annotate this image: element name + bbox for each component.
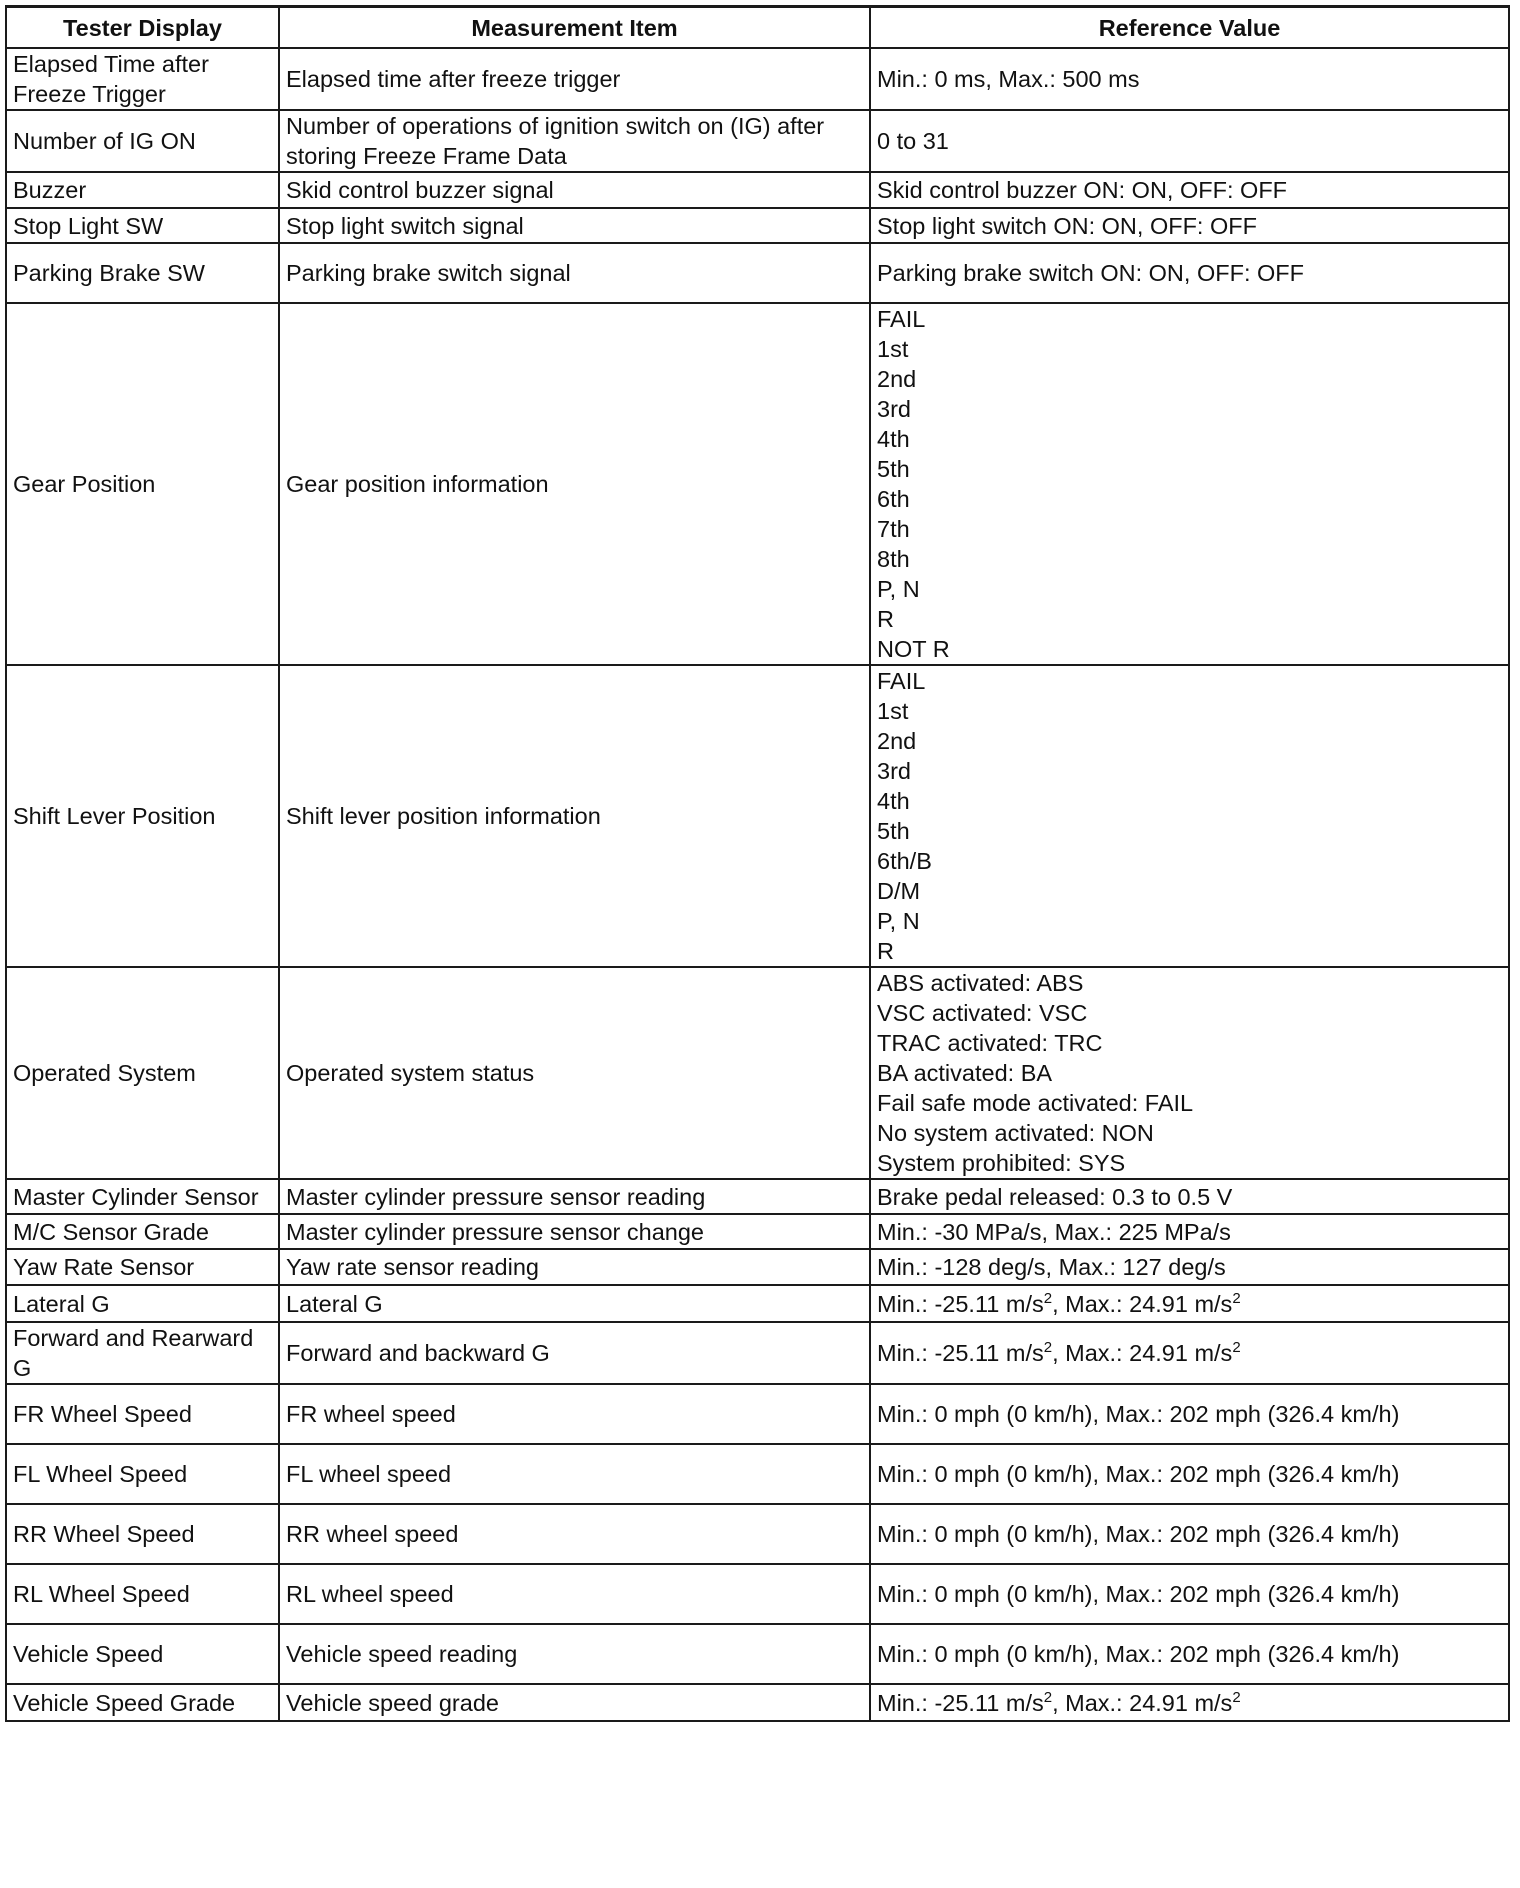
measurement-item-cell: Master cylinder pressure sensor reading xyxy=(279,1179,870,1214)
reference-value-cell: 0 to 31 xyxy=(870,110,1509,172)
table-row xyxy=(6,1444,1509,1504)
measurement-item-cell: Number of operations of ignition switch on (IG) after storing Freeze Frame Data xyxy=(279,110,870,172)
ref-min-exponent: 2 xyxy=(1043,1289,1053,1307)
measurement-item-cell: Yaw rate sensor reading xyxy=(279,1249,870,1285)
table-row xyxy=(6,1504,1509,1564)
measurement-item-cell: FR wheel speed xyxy=(279,1384,870,1444)
reference-value-cell: Min.: 0 mph (0 km/h), Max.: 202 mph (326.4 km/h) xyxy=(870,1444,1509,1504)
ref-max-exponent: 2 xyxy=(1232,1289,1241,1307)
ref-max-text: , Max.: 24.91 m/s xyxy=(1052,1340,1233,1366)
reference-value-cell: Brake pedal released: 0.3 to 0.5 V xyxy=(870,1179,1509,1214)
reference-value-cell: Min.: 0 mph (0 km/h), Max.: 202 mph (326.4 km/h) xyxy=(870,1624,1509,1684)
ref-min-text: Min.: -25.11 m/s xyxy=(877,1290,1044,1317)
reference-value-cell: Min.: 0 mph (0 km/h), Max.: 202 mph (326.4 km/h) xyxy=(870,1564,1509,1624)
reference-value-cell xyxy=(870,967,1509,1179)
reference-value-cell xyxy=(870,303,1509,665)
tester-display-cell: FR Wheel Speed xyxy=(6,1384,279,1444)
tester-display-cell: RR Wheel Speed xyxy=(6,1504,279,1564)
measurement-item-cell: FL wheel speed xyxy=(279,1444,870,1504)
measurement-item-cell: Master cylinder pressure sensor change xyxy=(279,1214,870,1249)
header-reference-value: Reference Value xyxy=(870,7,1509,49)
measurement-item-cell: RR wheel speed xyxy=(279,1504,870,1564)
measurement-item-cell: Forward and backward G xyxy=(279,1322,870,1384)
reference-value-cell xyxy=(870,1285,1509,1322)
measurement-item-cell: Vehicle speed grade xyxy=(279,1684,870,1721)
measurement-item-cell: Gear position information xyxy=(279,303,870,665)
reference-value-cell xyxy=(870,1322,1509,1384)
ref-min-text: Min.: -25.11 m/s xyxy=(877,1689,1044,1716)
reference-value-cell: Min.: 0 ms, Max.: 500 ms xyxy=(870,48,1509,110)
header-tester-display: Tester Display xyxy=(6,7,279,49)
header-measurement-item: Measurement Item xyxy=(279,7,870,49)
tester-display-cell: Operated System xyxy=(6,967,279,1179)
table-row xyxy=(6,172,1509,208)
table-row xyxy=(6,1684,1509,1721)
table-row xyxy=(6,967,1509,1179)
measurement-item-cell: Operated system status xyxy=(279,967,870,1179)
tester-display-cell: Elapsed Time after Freeze Trigger xyxy=(6,48,279,110)
reference-value-cell xyxy=(870,665,1509,967)
table-row xyxy=(6,1249,1509,1285)
measurement-item-cell: Skid control buzzer signal xyxy=(279,172,870,208)
measurement-item-cell: Stop light switch signal xyxy=(279,208,870,243)
tester-display-cell: Vehicle Speed xyxy=(6,1624,279,1684)
tester-display-cell: Yaw Rate Sensor xyxy=(6,1249,279,1285)
tester-display-cell: Vehicle Speed Grade xyxy=(6,1684,279,1721)
measurement-item-cell: Elapsed time after freeze trigger xyxy=(279,48,870,110)
table-row xyxy=(6,1285,1509,1322)
tester-display-cell: M/C Sensor Grade xyxy=(6,1214,279,1249)
ref-min-exponent: 2 xyxy=(1043,1688,1053,1706)
ref-min-exponent: 2 xyxy=(1043,1339,1053,1357)
measurement-item-cell: RL wheel speed xyxy=(279,1564,870,1624)
table-row xyxy=(6,48,1509,110)
table-row xyxy=(6,110,1509,172)
table-row xyxy=(6,1214,1509,1249)
table-row xyxy=(6,243,1509,303)
tester-display-cell: Parking Brake SW xyxy=(6,243,279,303)
measurement-item-cell: Parking brake switch signal xyxy=(279,243,870,303)
ref-min-text: Min.: -25.11 m/s xyxy=(877,1340,1044,1366)
ref-max-text: , Max.: 24.91 m/s xyxy=(1052,1689,1233,1716)
table-row xyxy=(6,1564,1509,1624)
reference-value-list: FAIL 1st 2nd 3rd 4th 5th 6th 7th 8th P, N R NOT R xyxy=(877,306,950,662)
reference-value-cell: Skid control buzzer ON: ON, OFF: OFF xyxy=(870,172,1509,208)
tester-display-cell: Lateral G xyxy=(6,1285,279,1322)
measurement-item-cell: Shift lever position information xyxy=(279,665,870,967)
measurement-item-cell: Lateral G xyxy=(279,1285,870,1322)
reference-table xyxy=(5,5,1510,1722)
tester-display-cell: Forward and Rearward G xyxy=(6,1322,279,1384)
tester-display-cell: Gear Position xyxy=(6,303,279,665)
reference-value-list: ABS activated: ABS VSC activated: VSC TRAC activated: TRC BA activated: BA Fail safe mode activated: FAIL No system activated: NON System prohibited: SYS xyxy=(877,970,1194,1176)
measurement-item-cell: Vehicle speed reading xyxy=(279,1624,870,1684)
tester-display-cell: Buzzer xyxy=(6,172,279,208)
table-row xyxy=(6,1322,1509,1384)
tester-display-cell: Shift Lever Position xyxy=(6,665,279,967)
reference-value-cell: Min.: -128 deg/s, Max.: 127 deg/s xyxy=(870,1249,1509,1285)
table-row xyxy=(6,208,1509,243)
tester-display-cell: FL Wheel Speed xyxy=(6,1444,279,1504)
tester-display-cell: Stop Light SW xyxy=(6,208,279,243)
tester-display-cell: RL Wheel Speed xyxy=(6,1564,279,1624)
reference-value-cell: Min.: -30 MPa/s, Max.: 225 MPa/s xyxy=(870,1214,1509,1249)
reference-value-list: FAIL 1st 2nd 3rd 4th 5th 6th/B D/M P, N R xyxy=(877,668,932,964)
table-row xyxy=(6,1179,1509,1214)
header-row xyxy=(6,7,1509,49)
reference-value-cell xyxy=(870,1684,1509,1721)
table-row xyxy=(6,303,1509,665)
table-row xyxy=(6,665,1509,967)
tester-display-cell: Number of IG ON xyxy=(6,110,279,172)
ref-max-exponent: 2 xyxy=(1232,1339,1241,1357)
table-row xyxy=(6,1624,1509,1684)
table-row xyxy=(6,1384,1509,1444)
tester-display-cell: Master Cylinder Sensor xyxy=(6,1179,279,1214)
reference-value-cell: Min.: 0 mph (0 km/h), Max.: 202 mph (326.4 km/h) xyxy=(870,1384,1509,1444)
ref-max-text: , Max.: 24.91 m/s xyxy=(1052,1290,1233,1317)
reference-value-cell: Min.: 0 mph (0 km/h), Max.: 202 mph (326.4 km/h) xyxy=(870,1504,1509,1564)
ref-max-exponent: 2 xyxy=(1232,1688,1241,1706)
reference-value-cell: Stop light switch ON: ON, OFF: OFF xyxy=(870,208,1509,243)
reference-value-cell: Parking brake switch ON: ON, OFF: OFF xyxy=(870,243,1509,303)
